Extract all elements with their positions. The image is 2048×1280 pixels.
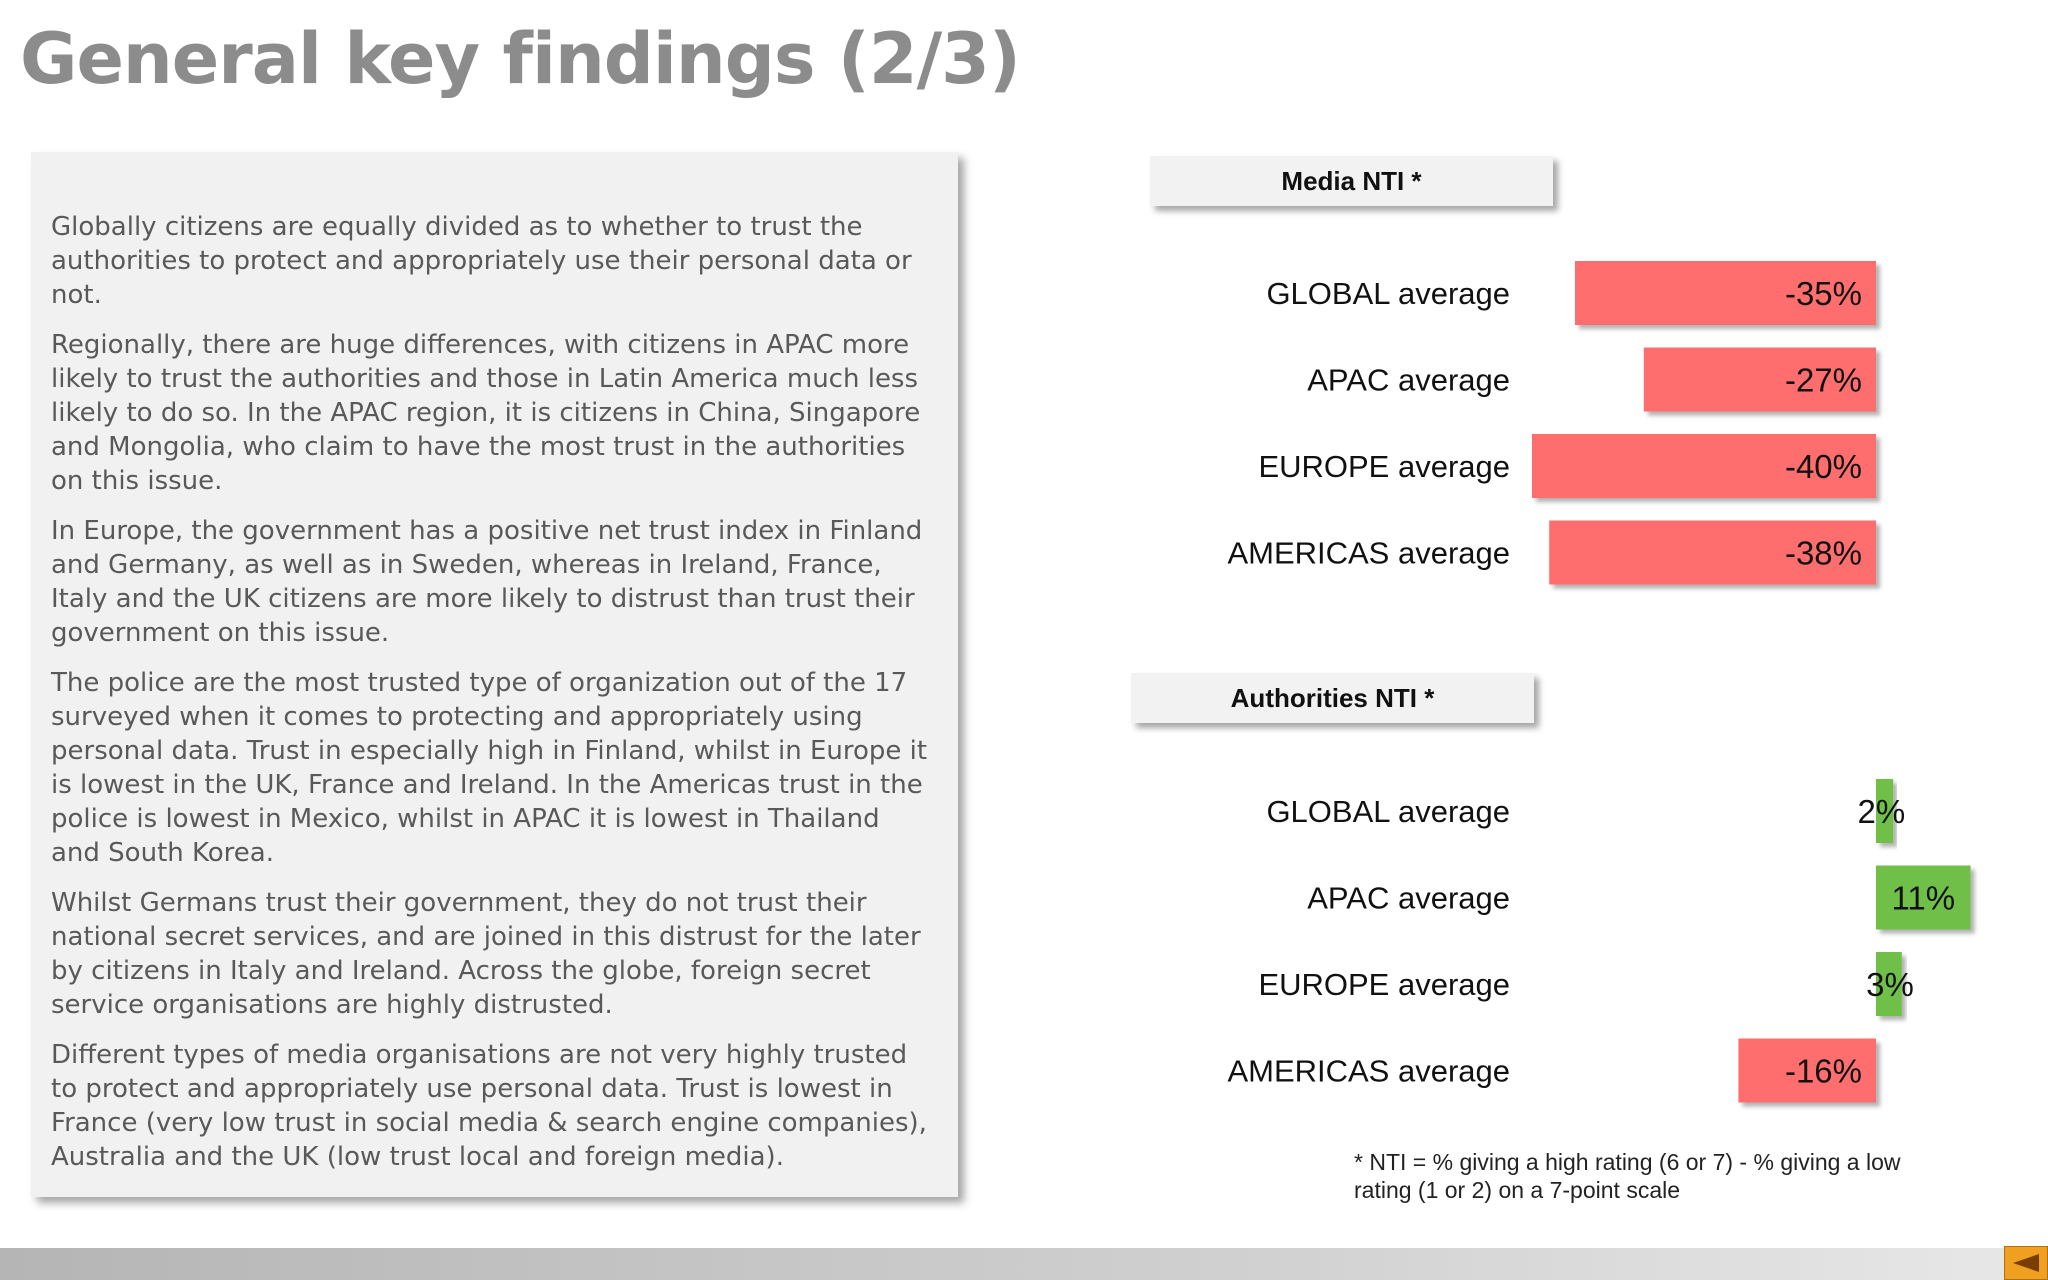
finding-paragraph-3: In Europe, the government has a positive net trust index in Finland and Germany, as well as in Sweden, whereas in Ireland, France, Italy and the UK citizens are more likely to distrust than trust their government on this issue. bbox=[51, 516, 923, 648]
category-label: EUROPE average bbox=[1258, 449, 1510, 484]
category-label: GLOBAL average bbox=[1266, 276, 1510, 311]
value-label: 2% bbox=[1857, 793, 1906, 830]
media-nti-chart-title: Media NTI * bbox=[1150, 156, 1553, 206]
value-label: 11% bbox=[1891, 879, 1956, 917]
category-label: GLOBAL average bbox=[1266, 794, 1510, 829]
value-label: -35% bbox=[1784, 275, 1862, 312]
finding-paragraph-5: Whilst Germans trust their government, they do not trust their national secret services, and are joined in this distrust for the later by citizens in Italy and Ireland. Across the globe, foreign secret service organisations are highly distrusted. bbox=[51, 888, 921, 1020]
nti-footnote: * NTI = % giving a high rating (6 or 7) - % giving a low rating (1 or 2) on a 7-point scale bbox=[1354, 1149, 1901, 1203]
value-label: -40% bbox=[1784, 448, 1862, 485]
value-label: -27% bbox=[1784, 361, 1862, 399]
category-label: APAC average bbox=[1307, 880, 1510, 916]
value-label: -16% bbox=[1784, 1052, 1862, 1090]
category-label: APAC average bbox=[1307, 362, 1510, 398]
footer-bar bbox=[0, 1248, 2048, 1280]
authorities-nti-chart bbox=[1227, 779, 1970, 1103]
finding-paragraph-1: Globally citizens are equally divided as to whether to trust the authorities to protect and appropriately use their personal data or not. bbox=[51, 212, 912, 310]
triangle-left-icon bbox=[2011, 1252, 2041, 1274]
media-nti-chart bbox=[1227, 261, 1876, 585]
value-label: -38% bbox=[1784, 534, 1862, 572]
authorities-nti-chart-title: Authorities NTI * bbox=[1131, 673, 1534, 723]
category-label: EUROPE average bbox=[1258, 967, 1510, 1002]
previous-slide-button[interactable] bbox=[2004, 1246, 2048, 1280]
finding-paragraph-2: Regionally, there are huge differences, with citizens in APAC more likely to trust the authorities and those in Latin America much less likely to do so. In the APAC region, it is citizens in China, Singapore and Mongolia, who claim to have the most trust in the authorities on this issue. bbox=[51, 330, 921, 496]
category-label: AMERICAS average bbox=[1227, 535, 1510, 571]
finding-paragraph-6: Different types of media organisations are not very highly trusted to protect and appropriately use personal data. Trust is lowest in France (very low trust in social media & search engine companies), Australia and the UK (low trust local and foreign media). bbox=[51, 1040, 927, 1172]
page-title: General key findings (2/3) bbox=[20, 18, 1020, 100]
value-label: 3% bbox=[1866, 966, 1914, 1003]
finding-paragraph-4: The police are the most trusted type of organization out of the 17 surveyed when it comes to protecting and appropriately using personal data. Trust in especially high in Finland, whilst in Europe it is lowest in the UK, France and Ireland. In the Americas trust in the police is lowest in Mexico, whilst in APAC it is lowest in Thailand and South Korea. bbox=[51, 668, 928, 868]
category-label: AMERICAS average bbox=[1227, 1053, 1510, 1089]
